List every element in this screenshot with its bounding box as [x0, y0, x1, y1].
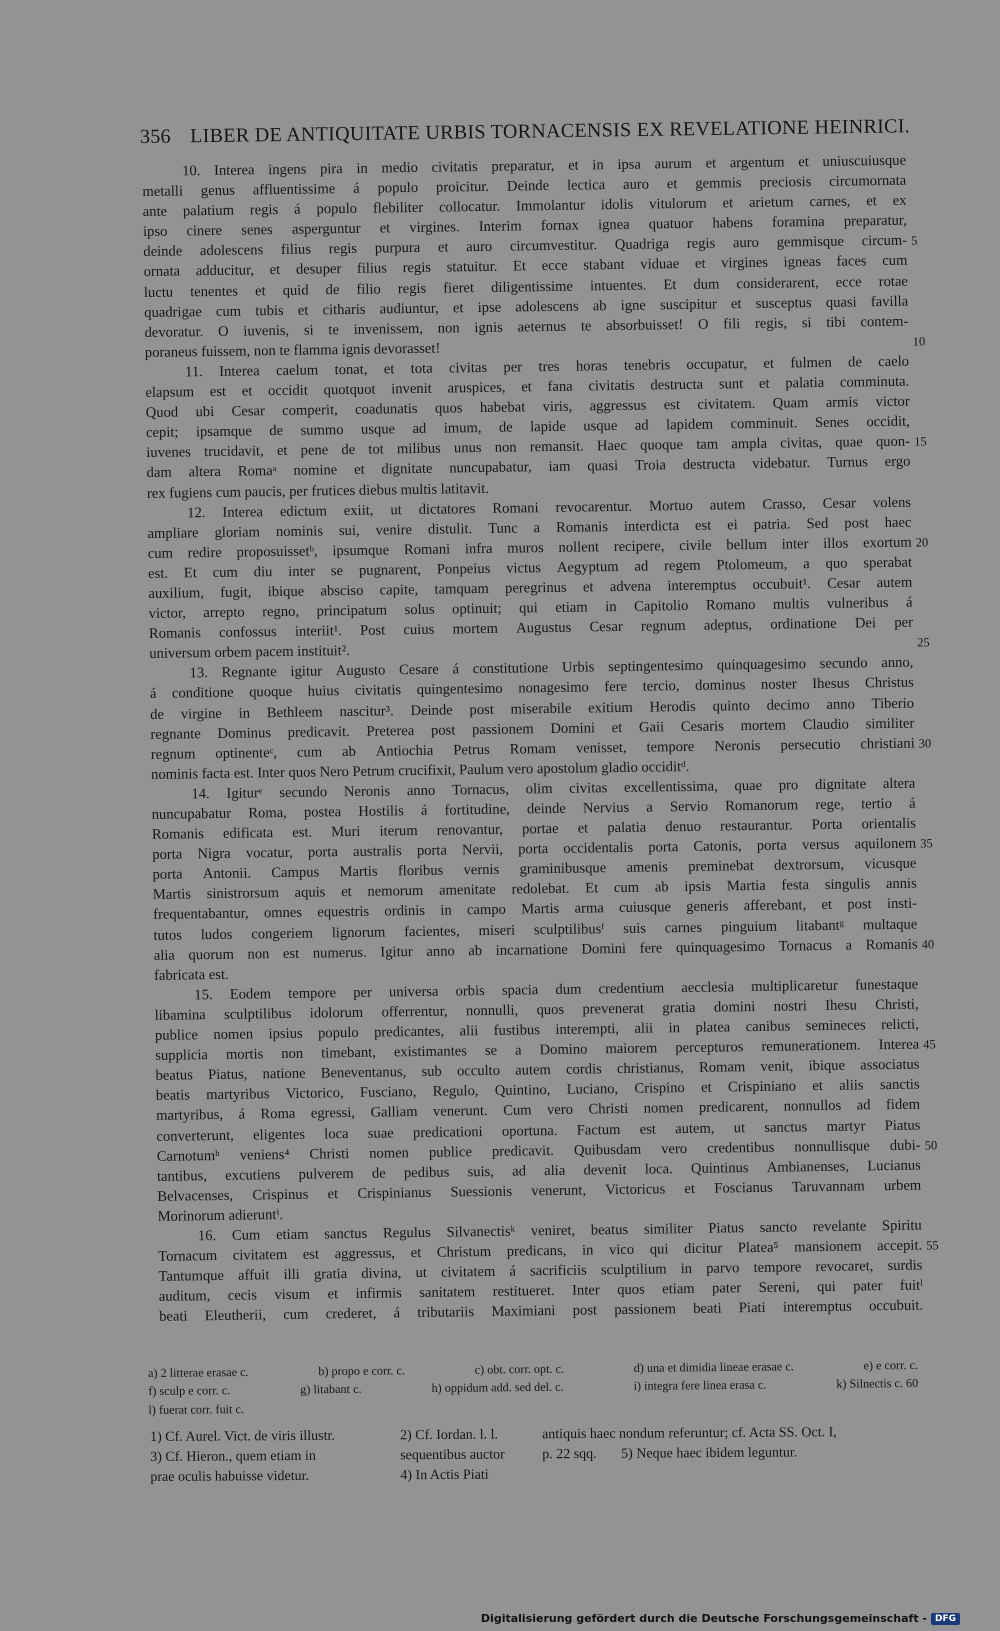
text-line: ornata adducitur, et desuper filius regis statuitur. Et ecce stabant viduae et virgines igneas faces cum: [143, 253, 908, 281]
text-line: tantibus, excutiens pulverem de pedibus suis, ad alia devenit loca. Quintinus Ambianenses, Lucianus: [156, 1157, 921, 1185]
text-line: victor, arrepto regno, principatum solus optinuit; qui etiam in Capitolio Romano multis vulneribus á: [148, 594, 913, 623]
text-line: de virgine in Bethleem nascitur³. Deinde post miserabile exitium Herodis quinto decimo anno Tiberio: [150, 695, 915, 723]
text-line: ampliare gloriam nominis sui, venire distulit. Tunc a Romanis interdicta est ei patria. Sed post haec: [147, 514, 912, 542]
text-line: beatis martyribus Victorico, Fusciano, Regulo, Quintino, Luciano, Crispino et Crispiniano et aliis sanctis: [155, 1076, 920, 1105]
variant-note: e) e corr. c.: [863, 1357, 919, 1373]
line-text: Morinorum adieruntⁱ.: [157, 1206, 284, 1225]
text-line: quadrigae cum tubis et citharis audiuntur, et ipse adolescens ab igne suscipitur et susceptus quasi favilla: [144, 293, 909, 321]
variant-note: h) oppidum add. sed del. c.: [431, 1379, 564, 1396]
line-text: nominis facta est. Inter quos Nero Petrum crucifixit, Paulum vero apostolum gladio occiditᵈ.: [150, 758, 690, 783]
main-text: [142, 151, 939, 1328]
footnote-line: 4) In Actis Piati: [400, 1467, 489, 1484]
text-line: dam altera Romaᵃ nomine et dignitate nuncupabatur, iam quasi Troia destructa videbatur. Turnus ergo: [146, 454, 911, 482]
footnote-line: 1) Cf. Aurel. Vict. de viris illustr.: [150, 1428, 335, 1445]
text-line: libamina sculptilibus idolorum offerrentur, nonnulli, quos prevenerat gratia domini nostri Ihesu Christi,: [154, 996, 919, 1024]
credit-text: Digitalisierung gefördert durch die Deutsche Forschungsgemeinschaft -: [480, 1612, 927, 1625]
footnote-line: prae oculis habuisse videtur.: [150, 1468, 310, 1485]
text-line: devoratur. O iuvenis, si te invenissem, non ignis aeternus te absorbuisset! O fili regis, si tibi contem-: [144, 313, 909, 341]
text-line: porta Nigra vocatur, porta australis porta Nervii, porta occidentalis porta Catonis, porta versus aquilonem 35: [152, 834, 916, 865]
footnote-line: antiquis haec nondum referuntur; cf. Acta SS. Oct. I,: [542, 1425, 837, 1443]
text-line: porta Antonii. Campus Martis floribus vernis graminibusque amenis preminebat dextrorsum, vicusque: [152, 855, 917, 884]
text-line: 13. Regnante igitur Augusto Cesare á constitutione Urbis septingentesimo quinquagesimo secundo anno,: [189, 654, 914, 682]
line-number: 45: [923, 1037, 936, 1052]
variant-note: l) fuerat corr. fuit c.: [148, 1401, 244, 1417]
line-text: rex fugiens cum paucis, per frutices diebus multis latitavit.: [146, 480, 490, 502]
dfg-logo: DFG: [931, 1613, 960, 1625]
line-text: fabricata est.: [153, 966, 229, 984]
variant-note: c) obt. corr. opt. c.: [474, 1361, 565, 1377]
text-line: nuncupabatur Roma, postea Hostilis á fortitudine, deinde Nervius a Servio Romanorum rege, tertio á: [151, 795, 916, 823]
text-line: á conditione quoque huius civitatis quingentesimo nonagesimo fere tercio, dominus noster Ihesus Christus: [149, 675, 914, 703]
line-number: 55: [926, 1238, 939, 1253]
text-line: cepit; ipsamque de summo usque ad imum, de lapide usque ad lapidem comminuit. Senes occidit,: [145, 413, 910, 442]
text-line: Tornacum civitatem est aggressus, et Christum predicans, in vico qui dicitur Platea⁵ mansionem accepit. 55: [158, 1236, 922, 1267]
footnote-line: 3) Cf. Hieron., quem etiam in: [150, 1448, 316, 1465]
footnote-line: 2) Cf. Iordan. l. l.: [400, 1427, 499, 1444]
text-line: publice nomen ipsius populo predicantes, alii fustibus interempti, alii in platea canibus semineces relicti,: [154, 1016, 919, 1044]
text-line: Quod ubi Cesar comperit, coadunatis quos habebat viris, aggressus est civitatem. Quam armis victor: [145, 393, 910, 422]
page-header: [139, 115, 911, 149]
footnotes-column: [400, 1426, 505, 1487]
variant-note: g) litabant c.: [300, 1382, 362, 1397]
line-number: 10: [912, 334, 926, 349]
text-line: converterunt, eligentes loca suae predicationi oportuna. Factum est autem, ut sanctus martyr Piatus: [156, 1117, 921, 1145]
text-line: beati Eleutherii, cum crederet, á tributariis Maximiani post passionem beati Piati interemptus occubuit.: [159, 1297, 924, 1326]
text-line: Belvacenses, Crispinus et Crispinianus Suessionis venerunt, Victoricus et Foscianus Taruvannam urbem: [157, 1177, 922, 1205]
text-line: cum redire proposuissetᵇ, ipsumque Romani infra muros nollent recipere, civile bellum inter illos exortum 20: [148, 532, 912, 563]
variant-note: a) 2 litterae erasae c.: [148, 1364, 249, 1380]
running-title: LIBER DE ANTIQUITATE URBIS TORNACENSIS EX REVELATIONE HEINRICI.: [190, 115, 911, 148]
text-line: Carnotumʰ veniens⁴ Christi nomen publice predicavit. Quibusdam vero credentibus nonnullisque dubi- 50: [157, 1135, 921, 1166]
digitization-credit: [481, 1612, 960, 1625]
footnotes-column: [542, 1423, 837, 1465]
text-line: alia quorum non est numerus. Igitur anno ab incarnatione Domini fere quinquagesimo Tornacus a Romanis 40: [154, 934, 918, 965]
text-line: regnum optinenteᶜ, cum ab Antiochia Petrus Romam venisset, tempore Neronis persecutio christiani 30: [151, 733, 915, 764]
line-number: 25: [917, 635, 930, 650]
text-line: metalli genus affluentissime á populo proicitur. Deinde lectica auro et gemmis preciosis circumornata: [142, 172, 907, 201]
text-line: Romanis edificata est. Muri iterum renovantur, portae et palatia denuo restaurantur. Porta orientalis: [151, 815, 916, 844]
variant-note: f) sculp e corr. c.: [148, 1383, 231, 1399]
line-number: 15: [914, 434, 927, 449]
text-line: luctu tenentes et quid de filio regis fieret diligentissime intuentes. Et dum considerarent, ecce rotae: [143, 273, 908, 301]
text-line: 11. Interea caelum tonat, et tota civitas per tres horas tenebris occupatur, et fulmen de caelo: [185, 353, 910, 381]
variant-notes: [148, 1356, 919, 1419]
text-line: 12. Interea edictum exiit, ut dictatores Romani revocarentur. Mortuo autem Crasso, Cesar volens: [187, 494, 912, 521]
line-text: poraneus fuissem, non te flamma ignis devorasset!: [144, 340, 441, 361]
text-line: auxilium, fugit, ibique absciso capite, tamquam peregrinus et advena interemptus occubuit¹. Cesar autem: [148, 574, 913, 602]
line-number: 30: [918, 736, 932, 751]
footnotes-column: [150, 1427, 335, 1488]
text-line: ante palatium regis á populo flebiliter collocatur. Immolantur idolis vitulorum et arietum carnes, et ex: [142, 192, 907, 221]
variant-note: d) una et dimidia lineae erasae c.: [633, 1359, 794, 1375]
text-line: Martis sinistrorsum aquis et nemorum amenitate redolebat. Et cum ab ipsis Martia festa singulis annis: [152, 875, 917, 904]
text-line: elapsum est et occidit quotquot invenit aruspices, et fana civitatis destructa sunt et palatia comminuta.: [145, 373, 910, 402]
variant-note: k) Silnectis c. 60: [836, 1376, 919, 1392]
text-line: 16. Cum etiam sanctus Regulus Silvanectisᵏ veniret, beatus similiter Piatus sancto revelante Spiritu: [197, 1217, 922, 1245]
text-line: tutos ludos congeriem lignorum facientes, miseri sculptilibusᶠ suis carnes pinguium litabantᵍ multaque: [153, 916, 918, 944]
text-line: auditum, cecis visum et infirmis sanitatem restitueret. Inter quos etiam pater Sereni, qui pater fuitˡ: [158, 1277, 923, 1306]
line-number: 35: [920, 836, 933, 851]
page-number: 356: [139, 125, 172, 148]
line-number: 5: [911, 233, 918, 248]
text-line: regnante Dominus predicavit. Preterea post passionem Domini et Gaii Cesaris mortem Claudio similiter: [150, 715, 915, 743]
text-line: supplicia mortis non timebant, existimantes se a Domino maiorem percepturos remunerationem. Interea 45: [155, 1035, 919, 1066]
line-number: 20: [915, 535, 929, 550]
text-line: beatus Piatus, natione Beneventanus, sub occulto autem cordis christianus, Romam venit, ibique associatus: [155, 1056, 920, 1085]
text-line: frequentabantur, omnes equestris ordinis in campo Martis arma cuiusque generis afferebant, et post insti-: [153, 896, 918, 924]
text-line: Romanis confossus interiit¹. Post cuius mortem Augustus Cesar regnum adeptus, ordinatione Dei per: [148, 614, 914, 643]
line-number: 50: [924, 1137, 938, 1153]
footnotes: [150, 1423, 910, 1485]
text-line: 14. Igiturᵉ secundo Neronis anno Tornacus, olim civitas excellentissima, quae pro dignitate altera: [191, 775, 916, 803]
text-line: 15. Eodem tempore per universa orbis spacia dum credentium aecclesia multiplicaretur funestaque: [194, 976, 919, 1004]
footnote-line: sequentibus auctor: [400, 1447, 505, 1464]
text-line: iuvenes trucidavit, et pene de tot milibus unus non remansit. Haec quoque tam ampla civitas, quae quon- 15: [146, 432, 910, 463]
line-text: universum orbem pacem instituit².: [149, 643, 350, 663]
text-line: 10. Interea ingens pira in medio civitatis preparatur, et in ipsa aurum et argentum et uniuscuiusque: [182, 152, 907, 180]
variant-note: i) integra fere linea erasa c.: [633, 1377, 767, 1394]
text-line: Tantumque affuit illi gratia divina, ut civitatem á sacrificiis sculptilium in parvo tempore revocaret, surdis: [158, 1257, 923, 1286]
line-number: 40: [921, 936, 935, 952]
text-line: deinde adolescens filius regis purpura et auro circumvestitur. Quadriga regis auro gemmisque circum- 5: [143, 231, 907, 262]
text-line: est. Et cum diu inter se pugnarent, Ponpeius victus Aegyptum ad regem Ptolomeum, a quo sperabat: [147, 554, 913, 582]
footnote-line: p. 22 sqq. 5) Neque haec ibidem leguntur.: [542, 1445, 798, 1463]
text-line: ipso cinere senes asperguntur et virgines. Interim fornax ignea quatuor habens foramina preparatur,: [142, 212, 907, 241]
variant-note: b) propo e corr. c.: [318, 1363, 406, 1379]
text-line: martyribus, á Roma egressi, Galliam venerunt. Cum vero Christi nomen predicarent, nonnullos ad fidem: [156, 1096, 921, 1125]
